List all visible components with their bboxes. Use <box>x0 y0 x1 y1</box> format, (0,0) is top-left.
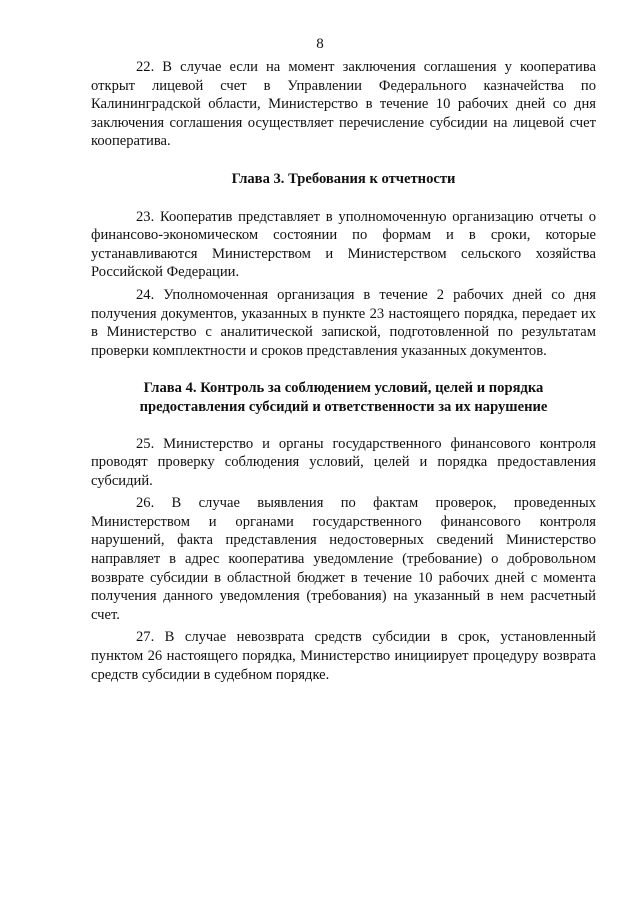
paragraph-24: 24. Уполномоченная организация в течение 2 рабочих дней со дня получения документов, указанных в пункте 23 настоящего порядка, передает их в Министерство с аналитической запиской, подготовленной по результатам проверки комплектности и сроков представления указанных документов. <box>91 286 596 359</box>
paragraph-26: 26. В случае выявления по фактам проверок, проведенных Министерством и органами государственного финансового контроля нарушений, факта представления недостоверных сведений Министерство направляет в адрес кооператива уведомление (требование) о добровольном возврате субсидии в областной бюджет в течение 10 рабочих дней с момента получения данного уведомления (требования) на указанный в нем расчетный счет. <box>91 495 596 623</box>
chapter-4-heading-line-2: предоставления субсидий и ответственности за их нарушение <box>139 398 548 415</box>
chapter-4-heading <box>91 379 596 416</box>
page-number: 8 <box>316 36 324 52</box>
paragraph-22: 22. В случае если на момент заключения соглашения у кооператива открыт лицевой счет в Управлении Федерального казначейства по Калининградской области, Министерство в течение 10 рабочих дней со дня заключения соглашения осуществляет перечисление субсидии на лицевой счет кооператива. <box>91 59 596 150</box>
document-body <box>91 58 596 684</box>
paragraph-27: 27. В случае невозврата средств субсидии в срок, установленный пунктом 26 настоящего порядка, Министерство инициирует процедуру возврата средств субсидии в судебном порядке. <box>91 629 596 683</box>
paragraph-25: 25. Министерство и органы государственного финансового контроля проводят проверку соблюдения условий, целей и порядка предоставления субсидий. <box>91 435 596 489</box>
chapter-4-heading-line-1: Глава 4. Контроль за соблюдением условий, целей и порядка <box>143 380 544 397</box>
chapter-3-heading: Глава 3. Требования к отчетности <box>231 170 456 187</box>
paragraph-23: 23. Кооператив представляет в уполномоченную организацию отчеты о финансово-экономическом состоянии по формам и в сроки, которые устанавливаются Министерством и Министерством сельского хозяйства Российской Федерации. <box>91 208 596 281</box>
